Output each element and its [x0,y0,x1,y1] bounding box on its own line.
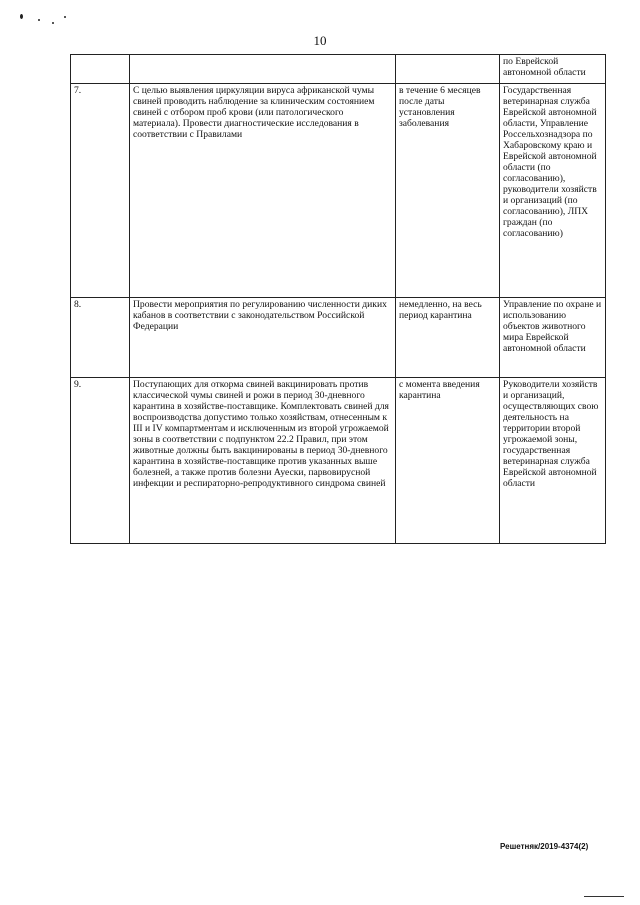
corner-mark [584,896,624,897]
deadline-cell: немедленно, на весь период карантина [396,298,500,378]
measure-cell [130,55,396,84]
deadline-cell [396,55,500,84]
table-row [71,378,606,544]
deadline-cell: с момента введения карантина [396,378,500,544]
document-code: Решетняк/2019-4374(2) [500,842,589,851]
page-number: 10 [313,33,327,48]
measure-cell: С целью выявления циркуляции вируса африканской чумы свиней проводить наблюдение за клиническим состоянием свиней с отбором проб крови (или патологического материала). Провести диагностические исследования в соответствии с Правилами [130,84,396,298]
responsible-cell: Управление по охране и использованию объектов животного мира Еврейской автономной области [500,298,606,378]
row-number-cell: 8. [71,298,130,378]
scan-speck [20,14,23,19]
measure-cell: Провести мероприятия по регулированию численности диких кабанов в соответствии с законодательством Российской Федерации [130,298,396,378]
row-number-cell: 9. [71,378,130,544]
responsible-cell: Руководители хозяйств и организаций, осуществляющих свою деятельность на территории второй угрожаемой зоны, государственная ветеринарная служба Еврейской автономной области [500,378,606,544]
table-row [71,55,606,84]
row-number-cell [71,55,130,84]
scan-speck [64,16,66,18]
scan-speck [52,22,54,24]
deadline-cell: в течение 6 месяцев после даты установления заболевания [396,84,500,298]
responsible-cell: Государственная ветеринарная служба Еврейской автономной области, Управление Россельхознадзора по Хабаровскому краю и Еврейской автономной области (по согласованию), руководители хозяйств и организаций (по согласованию), ЛПХ граждан (по согласованию) [500,84,606,298]
measure-cell: Поступающих для откорма свиней вакцинировать против классической чумы свиней и рожи в период 30-дневного карантина в хозяйстве-поставщике. Комплектовать свиней для воспроизводства допустимо только хозяйствам, отнесенным к III и IV компартментам и исключенным из второй угрожаемой зоны в соответствии с подпунктом 22.2 Правил, при этом животные должны быть вакцинированы в период 30-дневного карантина в хозяйстве-поставщике против указанных выше болезней, а также против болезни Ауески, парвовирусной инфекции и респираторно-репродуктивного синдрома свиней [130,378,396,544]
responsible-cell: по Еврейской автономной области [500,55,606,84]
scan-speck [38,19,40,21]
measures-table [70,54,606,544]
table-row [71,84,606,298]
row-number-cell: 7. [71,84,130,298]
table-row [71,298,606,378]
